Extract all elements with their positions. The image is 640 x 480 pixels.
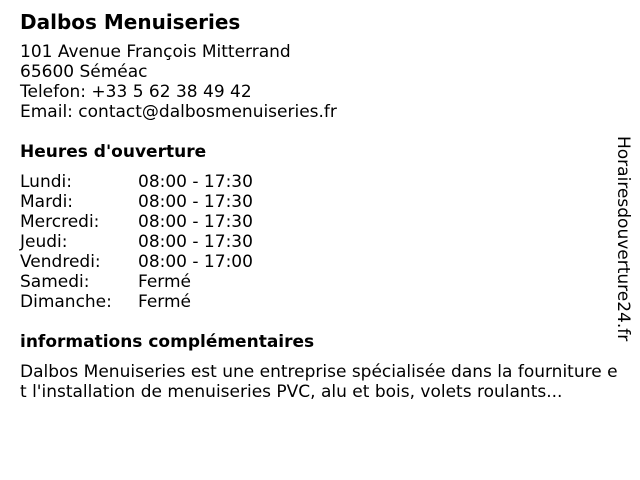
hours-row-wednesday — [20, 212, 620, 232]
day-label: Lundi: — [20, 172, 72, 192]
business-description: Dalbos Menuiseries est une entreprise spécialisée dans la fourniture et l'installation de menuiseries PVC, alu et bois, volets roulants... — [20, 362, 618, 402]
business-name: Dalbos Menuiseries — [20, 10, 241, 34]
day-label: Vendredi: — [20, 252, 101, 272]
hours-row-thursday — [20, 232, 620, 252]
time-value: 08:00 - 17:30 — [138, 192, 253, 212]
time-value: Fermé — [138, 272, 192, 292]
address-city: 65600 Séméac — [20, 62, 148, 82]
hours-row-friday — [20, 252, 620, 272]
phone-number: Telefon: +33 5 62 38 49 42 — [20, 82, 252, 102]
time-value: 08:00 - 17:30 — [138, 212, 253, 232]
day-label: Dimanche: — [20, 292, 112, 312]
hours-row-sunday — [20, 292, 620, 312]
email-address: Email: contact@dalbosmenuiseries.fr — [20, 102, 337, 122]
address-street: 101 Avenue François Mitterrand — [20, 42, 291, 62]
day-label: Mercredi: — [20, 212, 100, 232]
time-value: 08:00 - 17:30 — [138, 172, 253, 192]
day-label: Samedi: — [20, 272, 90, 292]
time-value: 08:00 - 17:00 — [138, 252, 253, 272]
hours-row-monday — [20, 172, 620, 192]
opening-hours-table — [20, 172, 620, 312]
time-value: 08:00 - 17:30 — [138, 232, 253, 252]
opening-hours-title: Heures d'ouverture — [20, 142, 207, 162]
time-value: Fermé — [138, 292, 192, 312]
hours-row-saturday — [20, 272, 620, 292]
day-label: Mardi: — [20, 192, 74, 212]
site-watermark: Horairesdouverture24.fr — [613, 136, 633, 342]
business-card — [20, 8, 620, 402]
hours-row-tuesday — [20, 192, 620, 212]
additional-info-title: informations complémentaires — [20, 332, 315, 352]
day-label: Jeudi: — [20, 232, 68, 252]
